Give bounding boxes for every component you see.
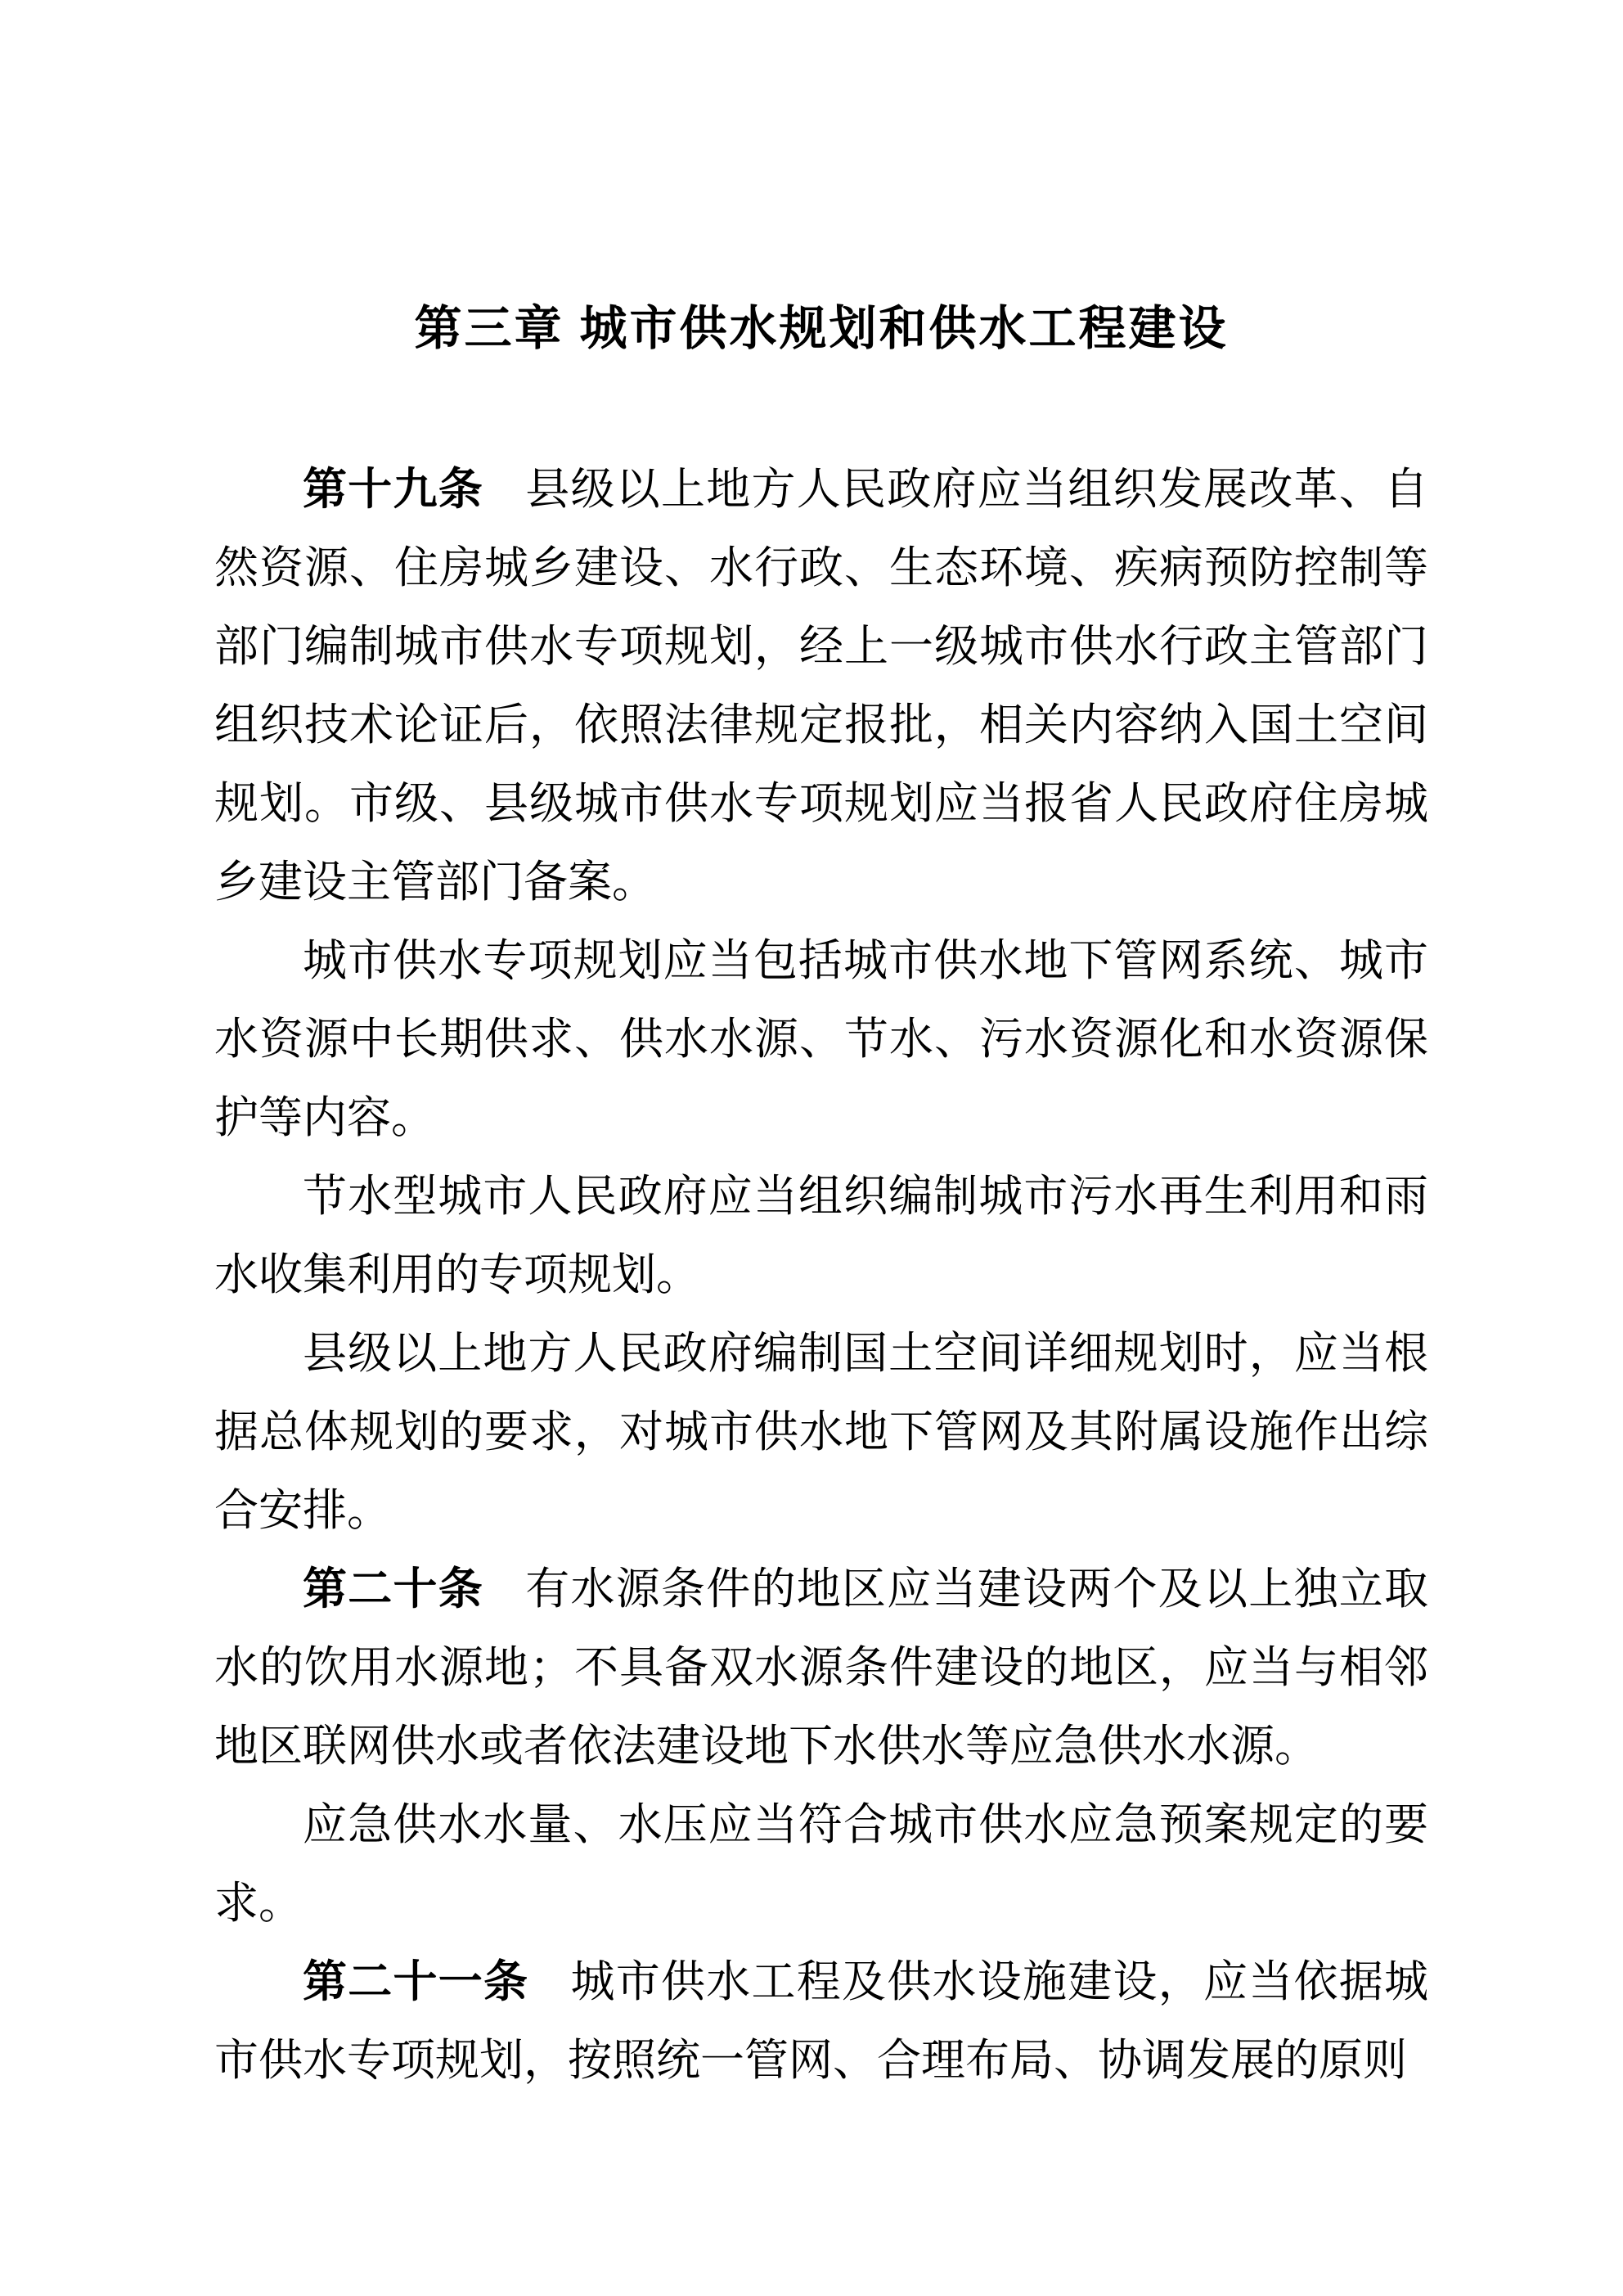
paragraph-text: 城市供水工程及供水设施建设，应当依据城市供水专项规划，按照统一管网、合理布局、协调发展的原则 <box>214 1957 1429 2085</box>
article-number-label: 第二十条 <box>303 1564 483 1614</box>
paragraph-text: 县级以上地方人民政府编制国土空间详细规划时，应当根据总体规划的要求，对城市供水地下管网及其附属设施作出综合安排。 <box>214 1329 1428 1535</box>
paragraph-text: 有水源条件的地区应当建设两个及以上独立取水的饮用水源地；不具备双水源条件建设的地区，应当与相邻地区联网供水或者依法建设地下水供水等应急供水水源。 <box>214 1564 1429 1771</box>
paragraph <box>214 1157 1428 1314</box>
paragraph-text: 应急供水水量、水压应当符合城市供水应急预案规定的要求。 <box>214 1800 1428 1928</box>
document-body <box>214 450 1428 2100</box>
paragraph-article-19 <box>214 450 1428 921</box>
article-number-label: 第十九条 <box>303 465 483 514</box>
paragraph-text: 县级以上地方人民政府应当组织发展改革、自然资源、住房城乡建设、水行政、生态环境、疾病预防控制等部门编制城市供水专项规划，经上一级城市供水行政主管部门组织技术论证后，依照法律规定报批，相关内容纳入国土空间规划。市级、县级城市供水专项规划应当报省人民政府住房城乡建设主管部门备案。 <box>214 465 1429 907</box>
paragraph <box>214 1785 1428 1943</box>
paragraph <box>214 1314 1428 1550</box>
paragraph-text: 城市供水专项规划应当包括城市供水地下管网系统、城市水资源中长期供求、供水水源、节水、污水资源化和水资源保护等内容。 <box>214 936 1428 1142</box>
paragraph-article-21 <box>214 1943 1428 2100</box>
article-number-label: 第二十一条 <box>303 1957 529 2006</box>
chapter-title: 第三章 城市供水规划和供水工程建设 <box>414 302 1229 355</box>
paragraph-article-20 <box>214 1550 1428 1785</box>
paragraph <box>214 921 1428 1157</box>
paragraph-text: 节水型城市人民政府应当组织编制城市污水再生利用和雨水收集利用的专项规划。 <box>214 1172 1428 1299</box>
